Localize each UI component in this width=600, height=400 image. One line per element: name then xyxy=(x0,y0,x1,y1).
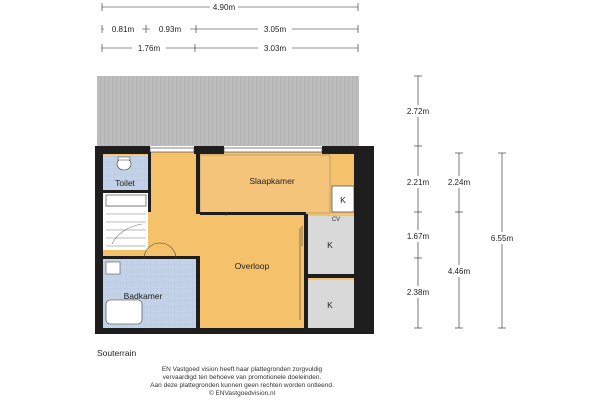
dim-slaapkamer-depth: 2.21m xyxy=(406,178,430,187)
dim-kast-depth: 2.38m xyxy=(406,288,430,297)
dim-overall-depth: 6.55m xyxy=(490,234,514,243)
room-label-overloop: Overloop xyxy=(234,261,270,271)
dim-balcony-depth: 2.72m xyxy=(406,107,430,116)
disclaimer-line-4: © ENVastgoedvision.nl xyxy=(208,390,276,397)
floor-name: Souterrain xyxy=(97,348,137,358)
room-label-kast-2: K xyxy=(327,240,333,250)
dim-lower-total: 4.46m xyxy=(447,267,471,276)
disclaimer-line-1: EN Vastgoed vision heeft haar plattegronden zorgvuldig xyxy=(161,366,323,373)
disclaimer-line-2: vervaardigd ten behoeve van promotionele doeleinden. xyxy=(162,374,322,381)
dim-seg-d: 1.76m xyxy=(137,44,161,53)
dim-overall-width: 4.90m xyxy=(212,3,236,12)
room-label-kast-3: K xyxy=(327,300,333,310)
bathroom-sink xyxy=(106,262,120,274)
dim-seg-e: 3.03m xyxy=(263,44,287,53)
bathtub xyxy=(106,300,142,324)
room-label-kast-1: K xyxy=(340,195,346,205)
toilet-fixture xyxy=(117,157,131,170)
dim-slaapkamer-alt: 2.24m xyxy=(447,178,471,187)
dim-seg-b: 0.93m xyxy=(158,25,182,34)
windows xyxy=(150,148,322,152)
room-label-slaapkamer: Slaapkamer xyxy=(249,176,295,186)
balcony-area xyxy=(97,76,359,146)
washbasin xyxy=(106,195,146,206)
dim-seg-c: 3.05m xyxy=(263,25,287,34)
dim-seg-a: 0.81m xyxy=(111,25,135,34)
dim-cv-depth: 1.67m xyxy=(406,232,430,241)
room-label-toilet: Toilet xyxy=(115,178,135,188)
room-label-badkamer: Badkamer xyxy=(123,291,163,301)
room-label-cv: CV xyxy=(331,217,341,223)
disclaimer-line-3: Aan deze plattegronden kunnen geen rechten worden ontleend. xyxy=(150,382,334,389)
